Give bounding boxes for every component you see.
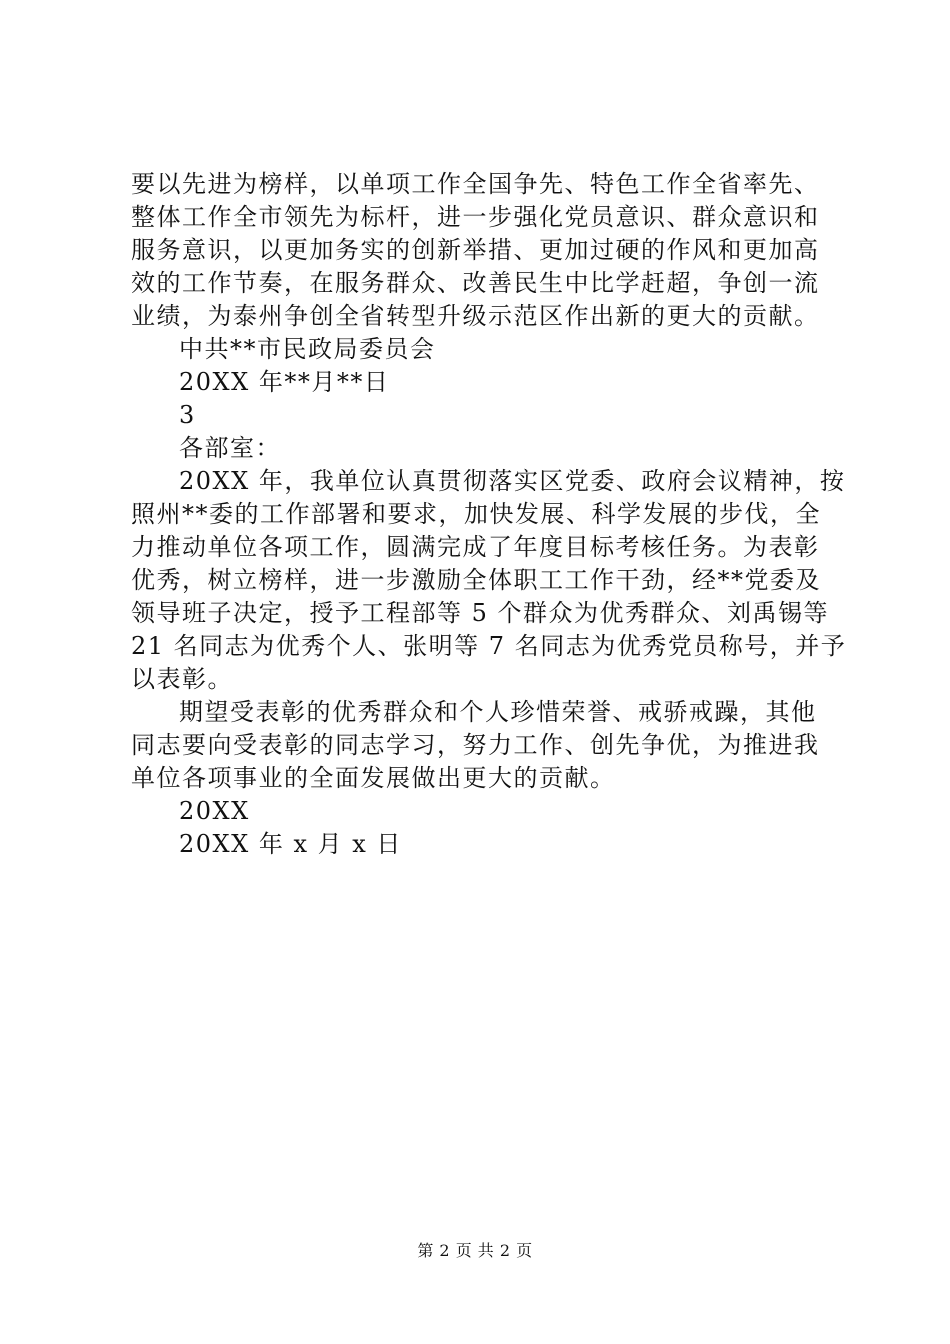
text-line: 中共**市民政局委员会 [179, 335, 436, 363]
text-line: 20XX 年，我单位认真贯彻落实区党委、政府会议精神，按 [179, 467, 846, 495]
text-line: 各部室： [179, 434, 281, 462]
text-line: 以表彰。 [131, 665, 233, 693]
text-line: 整体工作全市领先为标杆，进一步强化党员意识、群众意识和 [131, 203, 820, 231]
text-line: 照州**委的工作部署和要求，加快发展、科学发展的步伐，全 [131, 500, 821, 528]
text-line: 期望受表彰的优秀群众和个人珍惜荣誉、戒骄戒躁，其他 [179, 698, 817, 726]
text-line: 3 [179, 401, 196, 429]
text-line: 效的工作节奏，在服务群众、改善民生中比学赶超，争创一流 [131, 269, 820, 297]
text-line: 优秀，树立榜样，进一步激励全体职工工作干劲，经**党委及 [131, 566, 821, 594]
text-line: 20XX [179, 797, 250, 825]
text-line: 业绩，为泰州争创全省转型升级示范区作出新的更大的贡献。 [131, 302, 820, 330]
text-line: 20XX 年 x 月 x 日 [179, 830, 402, 858]
text-line: 力推动单位各项工作，圆满完成了年度目标考核任务。为表彰 [131, 533, 820, 561]
text-line: 要以先进为榜样，以单项工作全国争先、特色工作全省率先、 [131, 170, 820, 198]
text-line: 20XX 年**月**日 [179, 368, 390, 396]
page-footer: 第 2 页 共 2 页 [417, 1241, 533, 1260]
text-line: 服务意识，以更加务实的创新举措、更加过硬的作风和更加高 [131, 236, 820, 264]
text-line: 21 名同志为优秀个人、张明等 7 名同志为优秀党员称号，并予 [131, 632, 847, 660]
text-line: 单位各项事业的全面发展做出更大的贡献。 [131, 764, 616, 792]
text-line: 领导班子决定，授予工程部等 5 个群众为优秀群众、刘禹锡等 [131, 599, 830, 627]
document-body [131, 168, 847, 861]
text-line: 同志要向受表彰的同志学习，努力工作、创先争优，为推进我 [131, 731, 820, 759]
